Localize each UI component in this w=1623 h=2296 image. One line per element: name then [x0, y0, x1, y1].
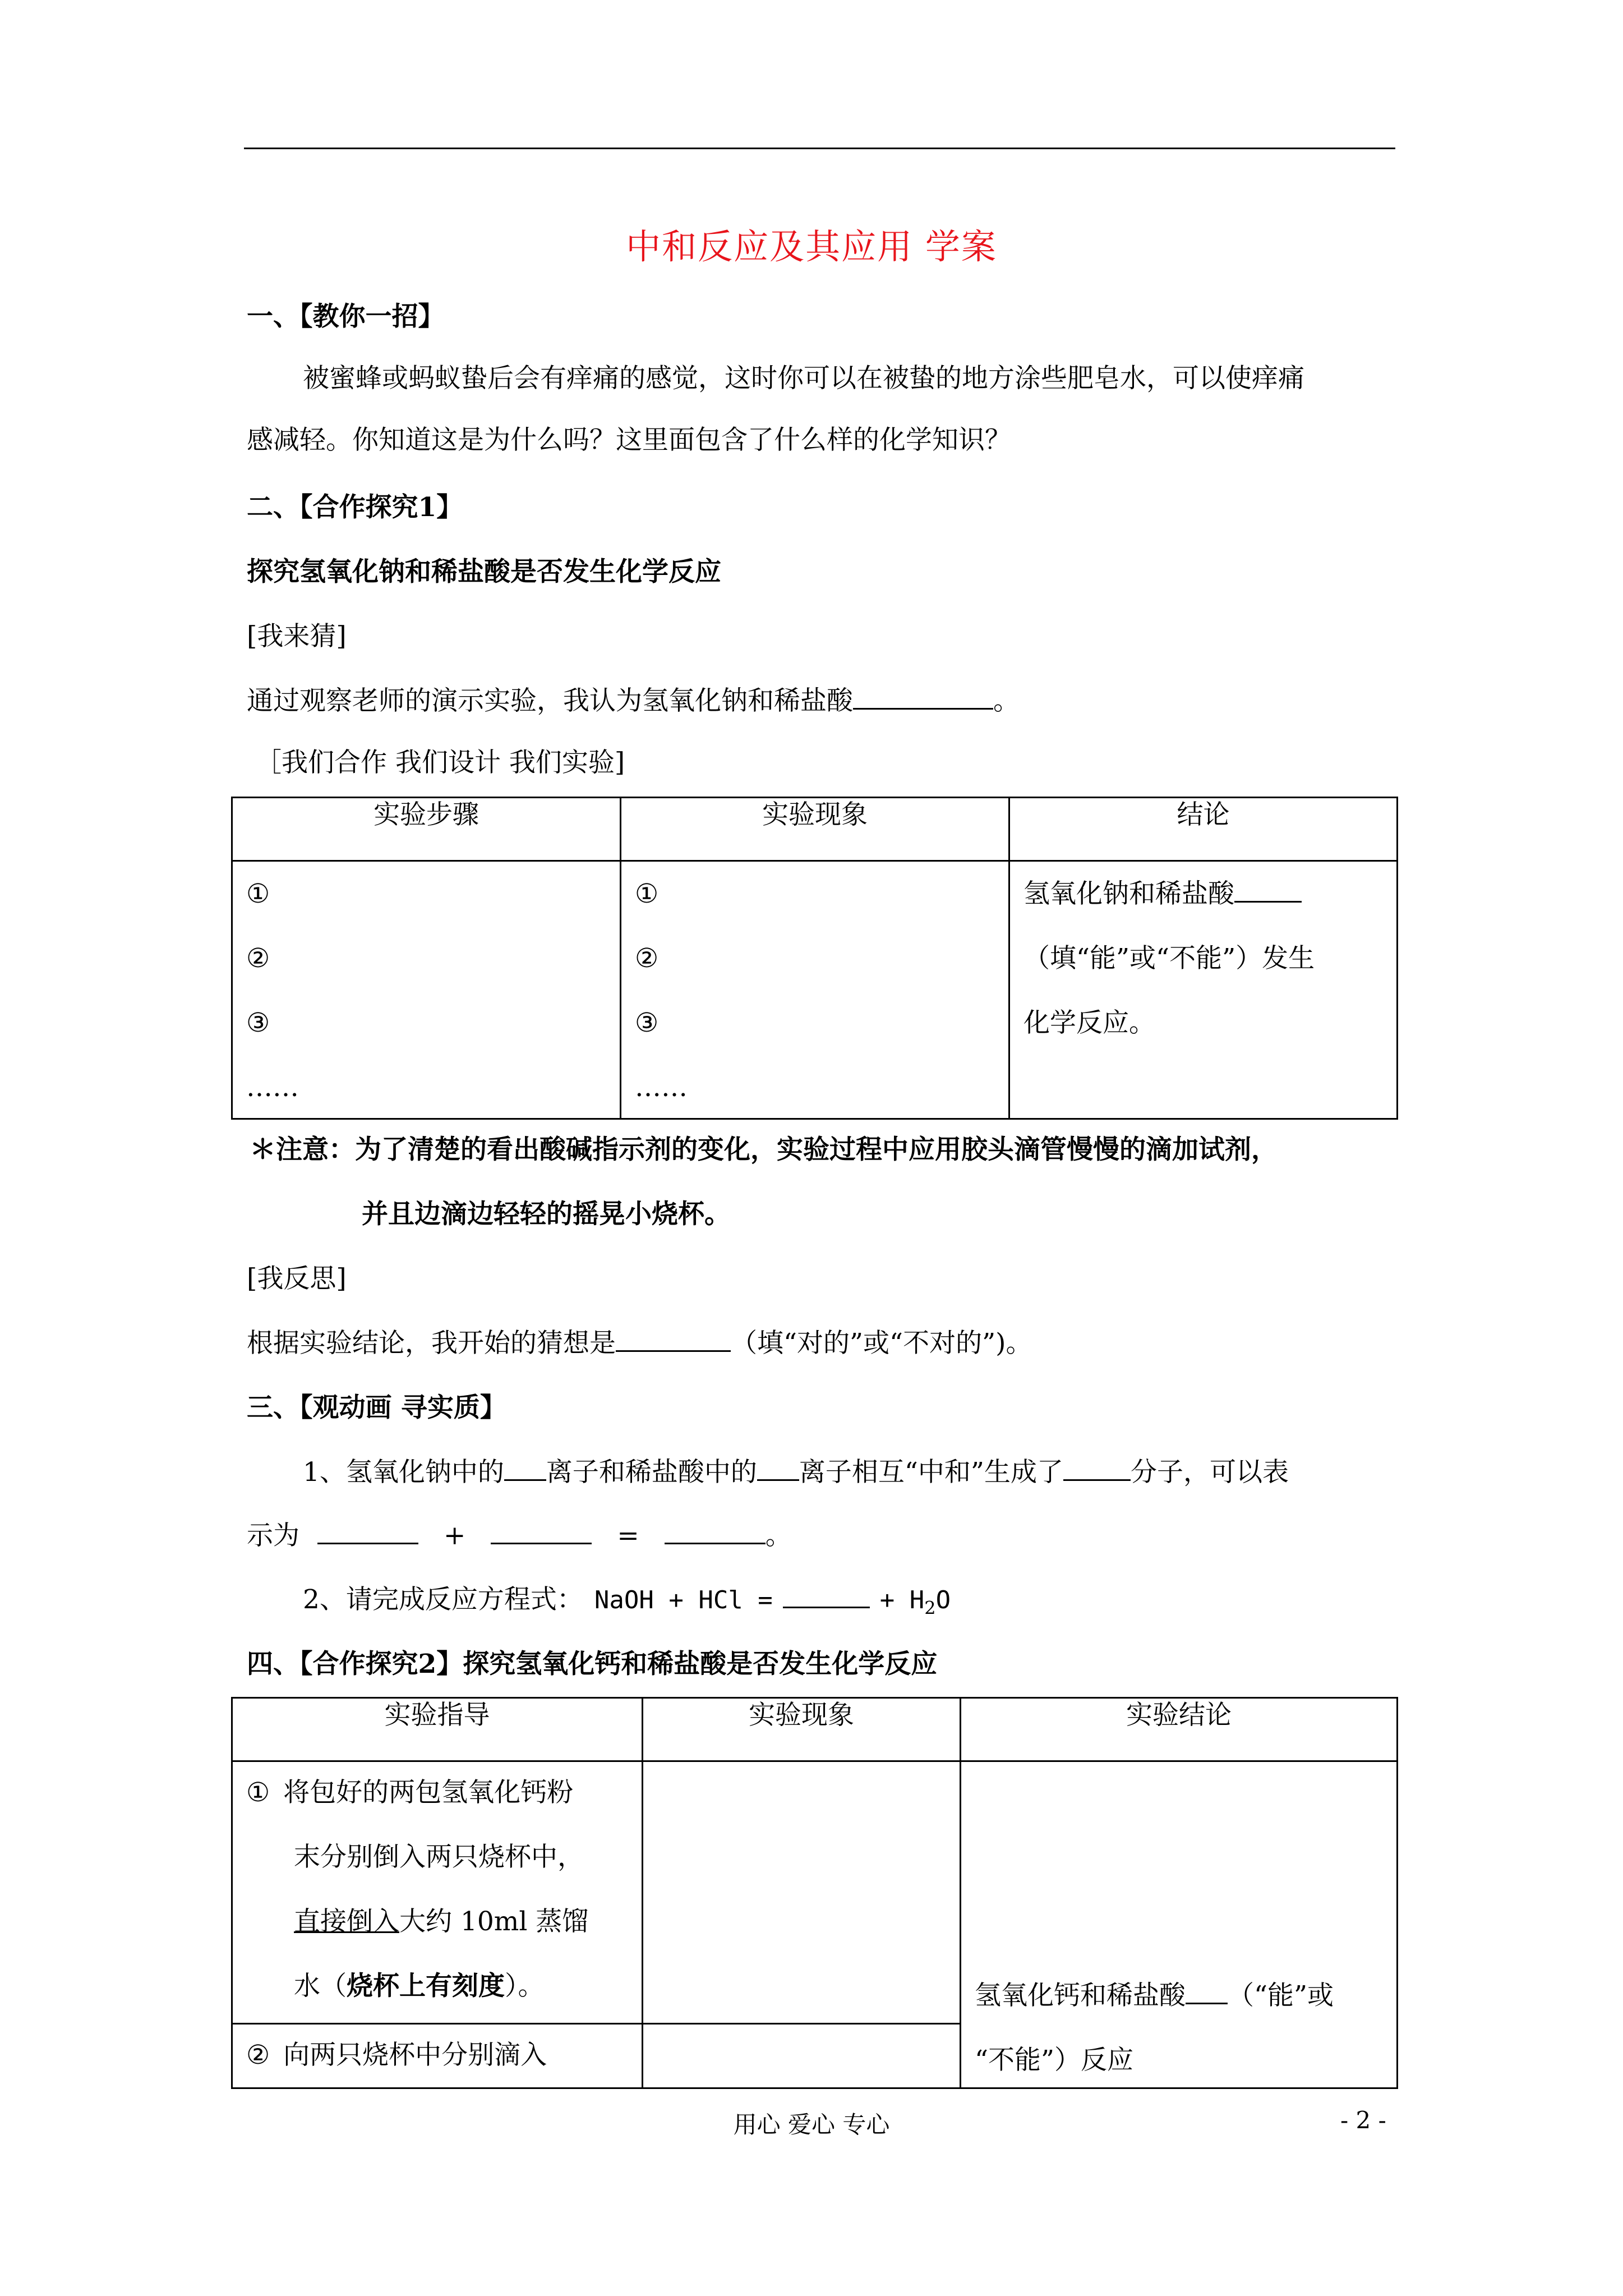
phenomenon-more: ……	[635, 1072, 688, 1103]
phenomena-cell[interactable]	[621, 861, 1009, 1119]
header-conclusion: 结论	[1009, 798, 1398, 861]
page-title: 中和反应及其应用 学案	[626, 226, 997, 267]
conclusion2-blank[interactable]	[1186, 1980, 1228, 2004]
ionic-blank-1[interactable]	[317, 1520, 418, 1544]
ionic-blank-3[interactable]	[665, 1520, 766, 1544]
note-line-2: 并且边滴边轻轻的摇晃小烧杯。	[362, 1199, 731, 1230]
phenomenon-2: ②	[635, 943, 659, 974]
experiment-2-table	[231, 1697, 1398, 2089]
header-phenomenon: 实验现象	[643, 1698, 961, 1761]
header-rule	[244, 148, 1395, 149]
row2-line-1: 向两只烧杯中分别滴入	[283, 2040, 547, 2070]
table-header-row	[232, 798, 1398, 861]
item1-text-a: 1、氢氧化钠中的	[303, 1457, 504, 1488]
conclusion-blank[interactable]	[1234, 878, 1302, 903]
design-label: ［我们合作 我们设计 我们实验]	[255, 747, 625, 778]
row1-number: ①	[246, 1777, 270, 1808]
conclusion2-text: 氢氧化钙和稀盐酸	[975, 1980, 1186, 2011]
subscript-2: 2	[924, 1597, 936, 1619]
equation-o: O	[935, 1586, 951, 1614]
note-line-1: ＊注意：为了清楚的看出酸碱指示剂的变化，实验过程中应用胶头滴管慢慢的滴加试剂，	[250, 1134, 1278, 1165]
item1-text-b: 离子和稀盐酸中的	[546, 1457, 757, 1488]
ionic-blank-2[interactable]	[491, 1520, 592, 1544]
row1-line-3: 大约 10ml 蒸馏	[399, 1906, 589, 1937]
row1-line-4a: 水（	[294, 1971, 347, 2001]
equation-left: NaOH + HCl =	[594, 1586, 773, 1614]
item1-line2-text: 示为	[247, 1520, 299, 1551]
row1-line-2: 末分别倒入两只烧杯中，	[294, 1842, 584, 1872]
step-more: ……	[246, 1072, 299, 1103]
conclusion-line-2: （填“能”或“不能”）发生	[1023, 943, 1315, 974]
molecule-blank[interactable]	[1063, 1457, 1131, 1481]
reflect-label: [我反思]	[247, 1263, 347, 1294]
section-1-heading: 一、【教你一招】	[247, 301, 445, 332]
plus-sign: +	[444, 1520, 466, 1551]
step-1: ①	[246, 878, 270, 909]
row1-underlined: 直接倒入	[294, 1906, 399, 1937]
period: 。	[765, 1520, 792, 1551]
section-2-heading: 二、【合作探究1】	[247, 492, 463, 523]
conclusion-line-1	[1023, 877, 1383, 942]
footer-motto: 用心 爱心 专心	[733, 2111, 890, 2138]
s3-item-2	[303, 1583, 951, 1625]
table-header-row	[232, 1698, 1398, 1761]
row2-number: ②	[246, 2040, 270, 2070]
guess-line	[247, 684, 1020, 718]
section-4-heading: 四、【合作探究2】探究氢氧化钙和稀盐酸是否发生化学反应	[247, 1649, 938, 1680]
header-guide: 实验指导	[232, 1698, 643, 1761]
guide-cell-2	[232, 2024, 643, 2088]
conclusion-cell-2	[961, 1761, 1398, 2088]
guess-label: [我来猜]	[247, 621, 347, 652]
section-2-subtitle: 探究氢氧化钠和稀盐酸是否发生化学反应	[247, 556, 721, 587]
step-3: ③	[246, 1007, 270, 1038]
phenomenon-1: ①	[635, 878, 659, 909]
guide-cell-1	[232, 1761, 643, 2024]
table-row	[232, 861, 1398, 1119]
phenomenon-cell-2[interactable]	[643, 2024, 961, 2088]
guess-blank[interactable]	[853, 685, 993, 710]
ion-blank-2[interactable]	[757, 1457, 799, 1481]
experiment-1-table	[231, 797, 1398, 1120]
row1-line-4c: ）。	[505, 1971, 545, 2001]
s3-item-1-line-2	[247, 1519, 792, 1553]
section-1-paragraph-line-2: 感减轻。你知道这是为什么吗？这里面包含了什么样的化学知识？	[247, 425, 1011, 455]
page-number: - 2 -	[1340, 2106, 1386, 2134]
item1-text-d: 分子，可以表	[1130, 1457, 1289, 1488]
step-2: ②	[246, 943, 270, 974]
item2-label: 2、请完成反应方程式：	[303, 1584, 583, 1615]
conclusion-cell	[1009, 861, 1398, 1119]
phenomenon-3: ③	[635, 1007, 659, 1038]
product-blank[interactable]	[783, 1584, 870, 1608]
row1-line-1: 将包好的两包氢氧化钙粉	[283, 1777, 574, 1808]
reflect-text-end: （填“对的”或“不对的”)。	[731, 1328, 1032, 1359]
section-3-heading: 三、【观动画 寻实质】	[247, 1392, 506, 1423]
equals-sign: =	[617, 1520, 639, 1551]
reflect-blank[interactable]	[616, 1328, 731, 1352]
header-conclusion: 实验结论	[961, 1698, 1398, 1761]
header-phenomena: 实验现象	[621, 798, 1009, 861]
conclusion-text-1: 氢氧化钠和稀盐酸	[1023, 878, 1234, 909]
section-1-paragraph-line-1: 被蜜蜂或蚂蚁蛰后会有痒痛的感觉，这时你可以在被蛰的地方涂些肥皂水，可以使痒痛	[303, 363, 1304, 394]
phenomenon-cell-1[interactable]	[643, 1761, 961, 2024]
reflect-line	[247, 1327, 1032, 1360]
conclusion2-line-2: “不能”）反应	[975, 2045, 1134, 2076]
conclusion-line-3: 化学反应。	[1023, 1007, 1155, 1038]
table-row	[232, 1761, 1398, 2024]
s3-item-1-line-1	[303, 1456, 1289, 1489]
item1-text-c: 离子相互“中和”生成了	[799, 1457, 1063, 1488]
conclusion2-text-end: （“能”或	[1228, 1980, 1334, 2011]
reflect-text: 根据实验结论，我开始的猜想是	[247, 1328, 616, 1359]
guess-end: 。	[993, 685, 1020, 716]
equation-right: + H	[879, 1586, 925, 1614]
guess-text: 通过观察老师的演示实验，我认为氢氧化钠和稀盐酸	[247, 685, 853, 716]
row1-line-4b: 烧杯上有刻度	[347, 1971, 505, 2001]
steps-cell[interactable]	[232, 861, 621, 1119]
ion-blank-1[interactable]	[504, 1457, 546, 1481]
header-steps: 实验步骤	[232, 798, 621, 861]
